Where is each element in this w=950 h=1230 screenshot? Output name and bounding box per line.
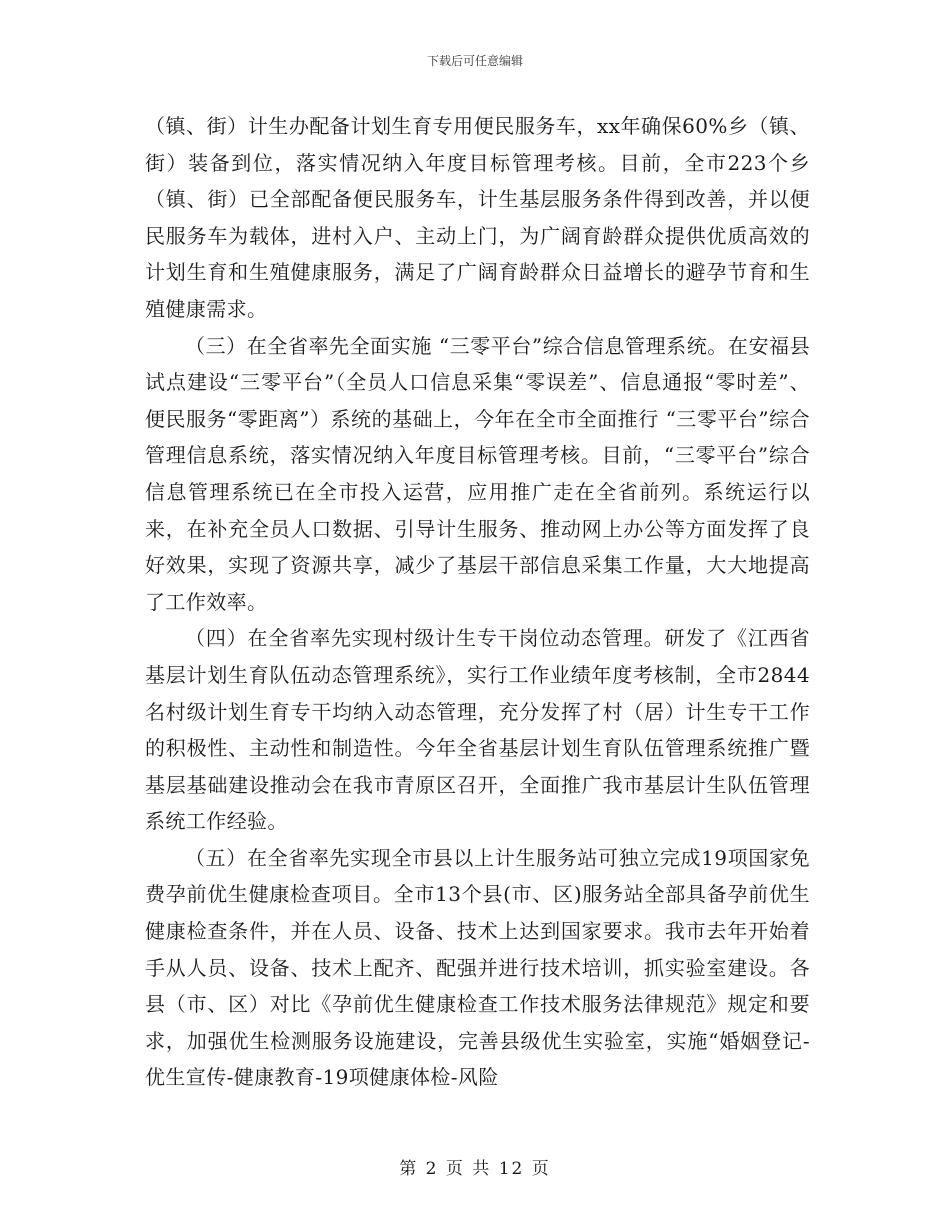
page-number-footer: 第 2 页 共 12 页 — [399, 1159, 551, 1179]
paragraph-1: （镇、街）计生办配备计划生育专用便民服务车，xx年确保60%乡（镇、街）装备到位，落实情况纳入年度目标管理考核。目前，全市223个乡（镇、街）已全部配备便民服务车，计生基层服务条件得到改善，并以便民服务车为载体，进村入户、主动上门，为广阔育龄群众提供优质高效的计划生育和生殖健康服务，满足了广阔育龄群众日益增长的避孕节育和生殖健康需求。 — [145, 114, 810, 321]
page-header: 下载后可任意编辑 — [426, 54, 523, 68]
document-body — [145, 108, 810, 1096]
paragraph-4: （五）在全省率先实现全市县以上计生服务站可独立完成19项国家免费孕前优生健康检查项目。全市13个县(市、区)服务站全部具备孕前优生健康检查条件，并在人员、设备、技术上达到国家要求。我市去年开始着手从人员、设备、技术上配齐、配强并进行技术培训，抓实验室建设。各县（市、区）对比《孕前优生健康检查工作技术服务法律规范》规定和要求，加强优生检测服务设施建设，完善县级优生实验室，实施“婚姻登记-优生宣传-健康教育-19项健康体检-风险 — [145, 845, 810, 1090]
paragraph-2: （三）在全省率先全面实施 “三零平台”综合信息管理系统。在安福县试点建设“三零平台”（全员人口信息采集“零误差”、信息通报“零时差”、便民服务“零距离”）系统的基础上，今年在全市全面推行 “三零平台”综合管理信息系统，落实情况纳入年度目标管理考核。目前，“三零平台”综合信息管理系统已在全市投入运营，应用推广走在全省前列。系统运行以来，在补充全员人口数据、引导计生服务、推动网上办公等方面发挥了良好效果，实现了资源共享，减少了基层干部信息采集工作量，大大地提高了工作效率。 — [145, 333, 810, 614]
paragraph-3: （四）在全省率先实现村级计生专干岗位动态管理。研发了《江西省基层计划生育队伍动态管理系统》，实行工作业绩年度考核制，全市2844名村级计划生育专干均纳入动态管理，充分发挥了村（居）计生专干工作的积极性、主动性和制造性。今年全省基层计划生育队伍管理系统推广暨基层基础建设推动会在我市青原区召开，全面推广我市基层计生队伍管理系统工作经验。 — [145, 626, 810, 834]
